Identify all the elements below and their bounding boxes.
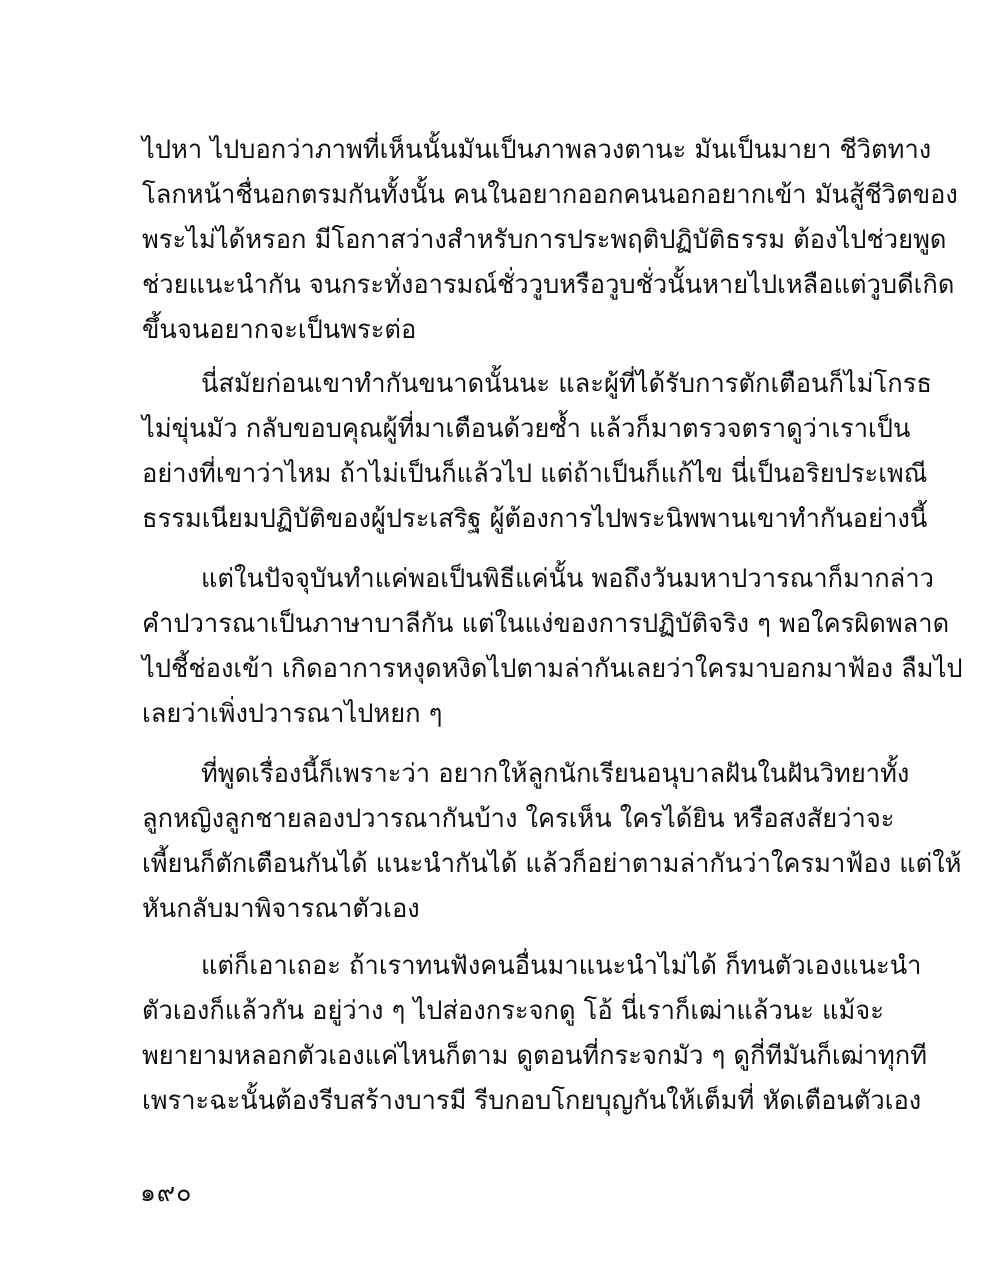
paragraph-line: ลูกหญิงลูกชายลองปวารณากันบ้าง ใครเห็น ใครได้ยิน หรือสงสัยว่าจะ [142, 804, 895, 834]
paragraph-line: พยายามหลอกตัวเองแค่ไหนก็ตาม ดูตอนที่กระจกมัว ๆ ดูกี่ทีมันก็เฒ่าทุกที [142, 1041, 928, 1071]
paragraph-line: ขึ้นจนอยากจะเป็นพระต่อ [142, 315, 417, 345]
paragraph-line: เลยว่าเพิ่งปวารณาไปหยก ๆ [142, 699, 443, 729]
paragraph-line: โลกหน้าชื่นอกตรมกันทั้งนั้น คนในอยากออกคนนอกอยากเข้า มันสู้ชีวิตของ [142, 180, 958, 210]
paragraph-line: ไปชี้ช่องเข้า เกิดอาการหงุดหงิดไปตามล่ากันเลยว่าใครมาบอกมาฟ้อง ลืมไป [142, 654, 963, 684]
paragraph-line: อย่างที่เขาว่าไหม ถ้าไม่เป็นก็แล้วไป แต่ถ้าเป็นก็แก้ไข นี่เป็นอริยประเพณี [142, 459, 928, 489]
paragraph-5 [142, 944, 928, 1124]
paragraph-2 [142, 362, 932, 542]
paragraph-line: เพราะฉะนั้นต้องรีบสร้างบารมี รีบกอบโกยบุญกันให้เต็มที่ หัดเตือนตัวเอง [142, 1086, 922, 1116]
paragraph-line: ไปหา ไปบอกว่าภาพที่เห็นนั้นมันเป็นภาพลวงตานะ มันเป็นมายา ชีวิตทาง [142, 135, 932, 165]
paragraph-line: ไม่ขุ่นมัว กลับขอบคุณผู้ที่มาเตือนด้วยซ้ำ แล้วก็มาตรวจตราดูว่าเราเป็น [142, 414, 911, 444]
paragraph-line: ที่พูดเรื่องนี้ก็เพราะว่า อยากให้ลูกนักเรียนอนุบาลฝันในฝันวิทยาทั้ง [201, 759, 910, 789]
paragraph-line: ตัวเองก็แล้วกัน อยู่ว่าง ๆ ไปส่องกระจกดู โอ้ นี่เราก็เฒ่าแล้วนะ แม้จะ [142, 996, 884, 1026]
paragraph-line: นี่สมัยก่อนเขาทำกันขนาดนั้นนะ และผู้ที่ได้รับการตักเตือนก็ไม่โกรธ [201, 369, 932, 399]
paragraph-line: แต่ก็เอาเถอะ ถ้าเราทนฟังคนอื่นมาแนะนำไม่ได้ ก็ทนตัวเองแนะนำ [201, 951, 922, 981]
paragraph-line: เพี้ยนก็ตักเตือนกันได้ แนะนำกันได้ แล้วก็อย่าตามล่ากันว่าใครมาฟ้อง แต่ให้ [142, 849, 962, 879]
page-number: ๑๙๐ [140, 1178, 193, 1207]
paragraph-line: คำปวารณาเป็นภาษาบาลีกัน แต่ในแง่ของการปฏิบัติจริง ๆ พอใครผิดพลาด [142, 609, 950, 639]
paragraph-line: ช่วยแนะนำกัน จนกระทั่งอารมณ์ชั่ววูบหรือวูบชั่วนั้นหายไปเหลือแต่วูบดีเกิด [142, 270, 955, 300]
paragraph-line: หันกลับมาพิจารณาตัวเอง [142, 894, 420, 924]
paragraph-line: แต่ในปัจจุบันทำแค่พอเป็นพิธีแค่นั้น พอถึงวันมหาปวารณาก็มากล่าว [201, 564, 934, 594]
paragraph-1 [142, 128, 958, 353]
paragraph-line: พระไม่ได้หรอก มีโอกาสว่างสำหรับการประพฤติปฏิบัติธรรม ต้องไปช่วยพูด [142, 225, 947, 255]
paragraph-3 [142, 557, 963, 737]
paragraph-4 [142, 752, 962, 932]
paragraph-line: ธรรมเนียมปฏิบัติของผู้ประเสริฐ ผู้ต้องการไปพระนิพพานเขาทำกันอย่างนี้ [142, 504, 928, 534]
